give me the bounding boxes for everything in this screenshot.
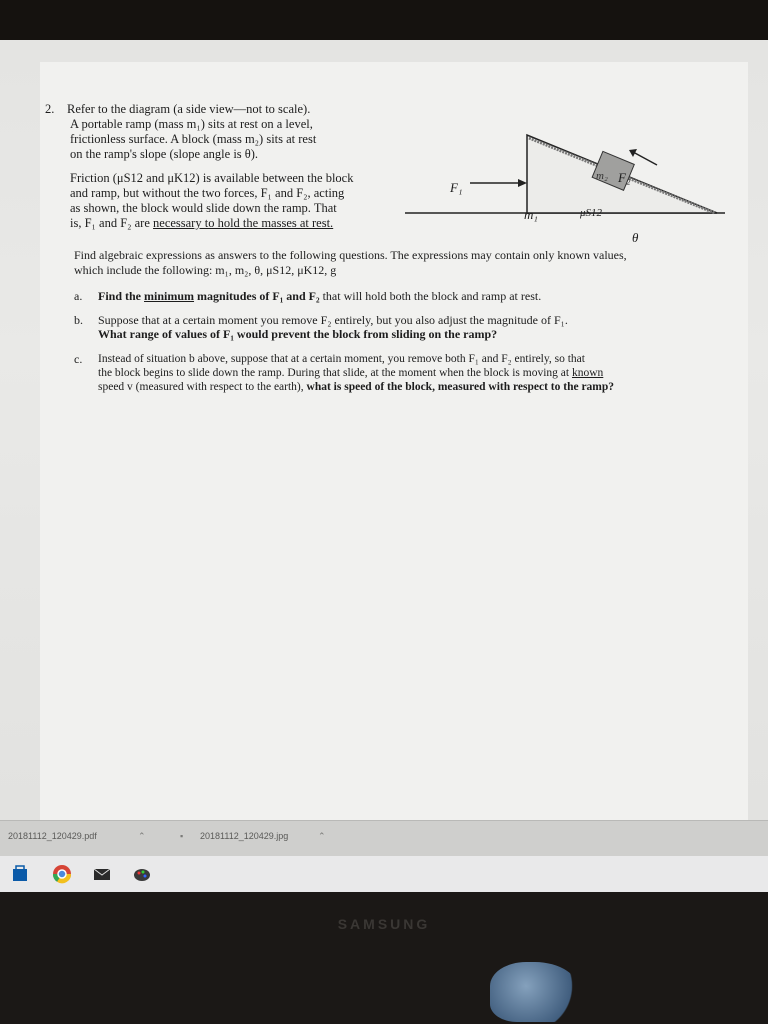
- store-icon[interactable]: [10, 864, 30, 884]
- ramp-mass-label: m₁: [524, 207, 538, 222]
- slope-angle-label: θ: [632, 230, 639, 245]
- block-mass-label: m₂: [596, 170, 608, 182]
- chevron-down-icon[interactable]: ⌃: [138, 831, 146, 841]
- friction-line-2: and ramp, but without the two forces, F₁ and F₂, acting: [70, 186, 345, 200]
- taskbar: [0, 856, 768, 892]
- intro-line-1: Refer to the diagram (a side view—not to scale).: [67, 102, 311, 116]
- download-item-pdf[interactable]: 20181112_120429.pdf: [8, 831, 97, 841]
- find-line-1: Find algebraic expressions as answers to the following questions. The expressions may contain only known values,: [74, 248, 627, 262]
- part-c-line-2: the block begins to slide down the ramp. During that slide, at the moment when the block is moving at known: [98, 367, 604, 379]
- part-a-letter: a.: [74, 289, 83, 303]
- part-b-line-2: What range of values of F₁ would prevent the block from sliding on the ramp?: [98, 327, 498, 341]
- monitor-bottom-bezel: [0, 892, 768, 1024]
- screen: [0, 40, 768, 820]
- part-c-letter: c.: [74, 352, 83, 366]
- chrome-icon[interactable]: [52, 864, 72, 884]
- friction-line-4: is, F₁ and F₂ are necessary to hold the masses at rest.: [70, 216, 334, 230]
- monitor-brand: SAMSUNG: [337, 916, 431, 932]
- minimum-word: minimum: [144, 289, 195, 303]
- light-reflection: [490, 962, 580, 1022]
- intro-line-4: on the ramp's slope (slope angle is θ).: [70, 147, 259, 161]
- problem-number: 2.: [45, 102, 55, 116]
- friction-line-1: Friction (μS12 and μK12) is available between the block: [70, 171, 354, 185]
- intro-line-3: frictionless surface. A block (mass m₂) sits at rest: [70, 132, 317, 146]
- force-f1-label: F₁: [450, 180, 463, 195]
- intro-line-2: A portable ramp (mass m₁) sits at rest on a level,: [70, 117, 313, 131]
- paint-icon[interactable]: [132, 864, 152, 884]
- find-line-2: which include the following: m₁, m₂, θ, μS12, μK12, g: [74, 263, 337, 277]
- download-item-jpg[interactable]: 20181112_120429.jpg: [200, 831, 289, 841]
- chevron-down-icon[interactable]: ⌃: [318, 831, 326, 841]
- part-a-text: Find the minimum magnitudes of F₁ and F₂ that will hold both the block and ramp at rest.: [98, 289, 542, 303]
- force-f2-arrow: [633, 152, 657, 165]
- part-b-line-1: Suppose that at a certain moment you remove F₂ entirely, but you also adjust the magnitude of F₁.: [98, 313, 568, 327]
- ramp-diagram: [405, 107, 725, 232]
- part-c-line-3: speed v (measured with respect to the earth), what is speed of the block, measured with respect to the ramp?: [98, 381, 615, 393]
- friction-coefficient-label: μS12: [580, 207, 603, 219]
- friction-line-3: as shown, the block would slide down the ramp. That: [70, 201, 337, 215]
- force-f2-label: F₂: [618, 170, 631, 185]
- file-icon: ▪: [180, 831, 184, 841]
- part-c-line-1: Instead of situation b above, suppose that at a certain moment, you remove both F₁ and F₂ entirely, so that: [98, 353, 585, 365]
- downloads-bar: [0, 820, 768, 857]
- known-word: known: [571, 367, 604, 379]
- mail-icon[interactable]: [92, 864, 112, 884]
- monitor-top-bezel: [0, 0, 768, 40]
- part-b-letter: b.: [74, 313, 83, 327]
- underlined-phrase: necessary to hold the masses at rest.: [153, 216, 334, 230]
- document-page: [40, 62, 748, 820]
- force-f1-arrowhead: [518, 179, 527, 187]
